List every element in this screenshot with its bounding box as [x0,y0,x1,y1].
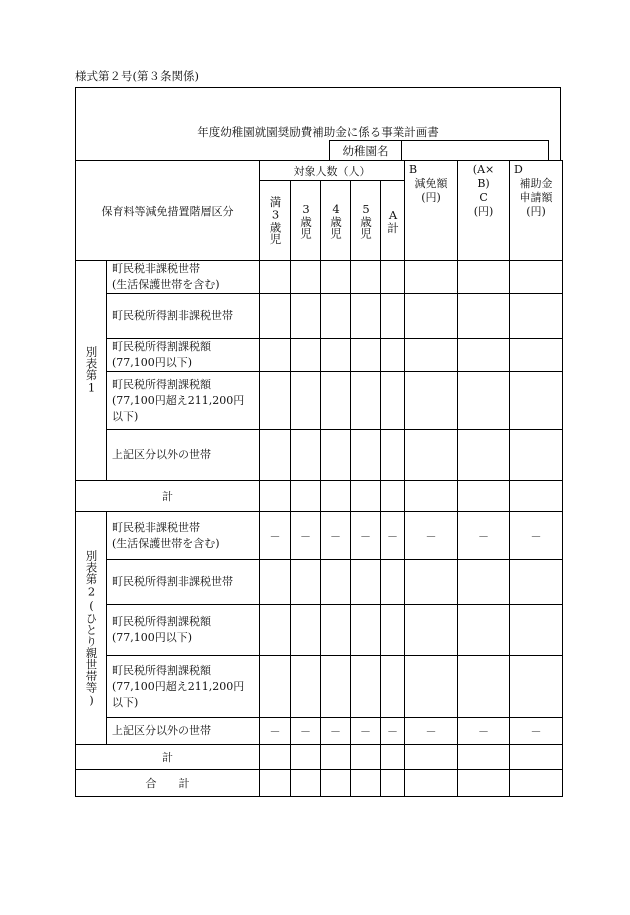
input-cell[interactable] [510,745,563,770]
input-cell[interactable] [260,294,291,339]
form-title: 年度幼稚園就園奨励費補助金に係る事業計画書 [197,125,439,139]
input-cell[interactable] [458,770,510,797]
input-cell[interactable] [351,339,381,372]
section1-row-2: 町民税所得割非課税世帯 [107,294,260,339]
input-cell[interactable] [291,656,321,718]
input-cell[interactable] [351,656,381,718]
section1-row-1: 町民税非課税世帯 (生活保護世帯を含む) [107,261,260,294]
dash-cell: － [510,718,563,745]
dash-cell: － [405,718,458,745]
input-cell[interactable] [458,656,510,718]
input-cell[interactable] [405,481,458,512]
input-cell[interactable] [405,560,458,605]
section2-row-1: 町民税非課税世帯 (生活保護世帯を含む) [107,512,260,560]
input-cell[interactable] [381,560,405,605]
dash-cell: － [351,512,381,560]
input-cell[interactable] [260,605,291,656]
total-a-col: A計 [381,181,405,261]
input-cell[interactable] [351,745,381,770]
input-cell[interactable] [351,481,381,512]
section1-row-3: 町民税所得割課税額 (77,100円以下) [107,339,260,372]
input-cell[interactable] [458,294,510,339]
c-amount-header: (A× B) C (円) [458,161,510,261]
input-cell[interactable] [405,294,458,339]
input-cell[interactable] [260,481,291,512]
dash-cell: － [405,512,458,560]
input-cell[interactable] [291,560,321,605]
plan-table [75,160,563,797]
dash-cell: － [260,512,291,560]
input-cell[interactable] [458,481,510,512]
section1-row-4: 町民税所得割課税額 (77,100円超え211,200円 以下) [107,372,260,430]
input-cell[interactable] [351,560,381,605]
input-cell[interactable] [351,294,381,339]
input-cell[interactable] [405,430,458,481]
section1-label: 別表第1 [76,261,107,481]
subsidy-request-header: D 補助金 申請額 (円) [510,161,563,261]
input-cell[interactable] [351,261,381,294]
input-cell[interactable] [381,745,405,770]
input-cell[interactable] [291,339,321,372]
input-cell[interactable] [260,261,291,294]
input-cell[interactable] [291,770,321,797]
input-cell[interactable] [458,339,510,372]
input-cell[interactable] [351,372,381,430]
section2-row-4: 町民税所得割課税額 (77,100円超え211,200円 以下) [107,656,260,718]
kindergarten-name-field[interactable] [402,140,549,161]
input-cell[interactable] [321,294,351,339]
input-cell[interactable] [260,560,291,605]
input-cell[interactable] [510,560,563,605]
input-cell[interactable] [458,261,510,294]
input-cell[interactable] [510,294,563,339]
input-cell[interactable] [321,770,351,797]
input-cell[interactable] [510,261,563,294]
input-cell[interactable] [510,656,563,718]
kindergarten-name-label: 幼稚園名 [329,140,402,161]
dash-cell: － [381,512,405,560]
section2-row-5: 上記区分以外の世帯 [107,718,260,745]
dash-cell: － [321,512,351,560]
input-cell[interactable] [291,372,321,430]
input-cell[interactable] [405,605,458,656]
input-cell[interactable] [291,605,321,656]
input-cell[interactable] [381,605,405,656]
input-cell[interactable] [260,656,291,718]
age-col-4: 4歳児 [321,181,351,261]
category-header: 保育料等減免措置階層区分 [76,161,260,261]
input-cell[interactable] [291,745,321,770]
input-cell[interactable] [321,339,351,372]
input-cell[interactable] [260,372,291,430]
input-cell[interactable] [458,745,510,770]
dash-cell: － [510,512,563,560]
input-cell[interactable] [405,261,458,294]
input-cell[interactable] [321,656,351,718]
input-cell[interactable] [381,481,405,512]
dash-cell: － [291,718,321,745]
input-cell[interactable] [321,745,351,770]
input-cell[interactable] [381,339,405,372]
input-cell[interactable] [291,481,321,512]
dash-cell: － [458,718,510,745]
input-cell[interactable] [351,605,381,656]
input-cell[interactable] [321,605,351,656]
target-count-header: 対象人数（人） [260,161,405,181]
input-cell[interactable] [381,372,405,430]
input-cell[interactable] [321,261,351,294]
input-cell[interactable] [381,261,405,294]
section2-subtotal: 計 [76,745,260,770]
input-cell[interactable] [458,372,510,430]
input-cell[interactable] [405,770,458,797]
age-col-3: 3歳児 [291,181,321,261]
input-cell[interactable] [260,430,291,481]
dash-cell: － [321,718,351,745]
input-cell[interactable] [321,481,351,512]
age-col-5: 5歳児 [351,181,381,261]
dash-cell: － [381,718,405,745]
input-cell[interactable] [260,339,291,372]
input-cell[interactable] [381,294,405,339]
input-cell[interactable] [321,560,351,605]
input-cell[interactable] [291,430,321,481]
input-cell[interactable] [381,770,405,797]
input-cell[interactable] [381,430,405,481]
reduction-amount-header: B 減免額 (円) [405,161,458,261]
dash-cell: － [351,718,381,745]
input-cell[interactable] [321,372,351,430]
input-cell[interactable] [405,656,458,718]
dash-cell: － [458,512,510,560]
input-cell[interactable] [405,372,458,430]
input-cell[interactable] [260,770,291,797]
input-cell[interactable] [351,770,381,797]
grand-total: 合 計 [76,770,260,797]
input-cell[interactable] [458,560,510,605]
input-cell[interactable] [458,430,510,481]
section2-row-3: 町民税所得割課税額 (77,100円以下) [107,605,260,656]
input-cell[interactable] [510,605,563,656]
input-cell[interactable] [321,430,351,481]
input-cell[interactable] [291,261,321,294]
input-cell[interactable] [260,745,291,770]
section2-label: 別表第2(ひとり親世帯等) [76,512,107,745]
section1-subtotal: 計 [76,481,260,512]
input-cell[interactable] [291,294,321,339]
input-cell[interactable] [510,481,563,512]
age-col-under3: 満3歳児 [260,181,291,261]
input-cell[interactable] [458,605,510,656]
input-cell[interactable] [351,430,381,481]
input-cell[interactable] [405,745,458,770]
input-cell[interactable] [405,339,458,372]
dash-cell: － [260,718,291,745]
input-cell[interactable] [510,372,563,430]
dash-cell: － [291,512,321,560]
form-header-frame [75,87,561,161]
input-cell[interactable] [510,770,563,797]
form-caption: 様式第２号(第３条関係) [75,69,199,83]
input-cell[interactable] [510,339,563,372]
section2-row-2: 町民税所得割非課税世帯 [107,560,260,605]
section1-row-5: 上記区分以外の世帯 [107,430,260,481]
input-cell[interactable] [381,656,405,718]
input-cell[interactable] [510,430,563,481]
